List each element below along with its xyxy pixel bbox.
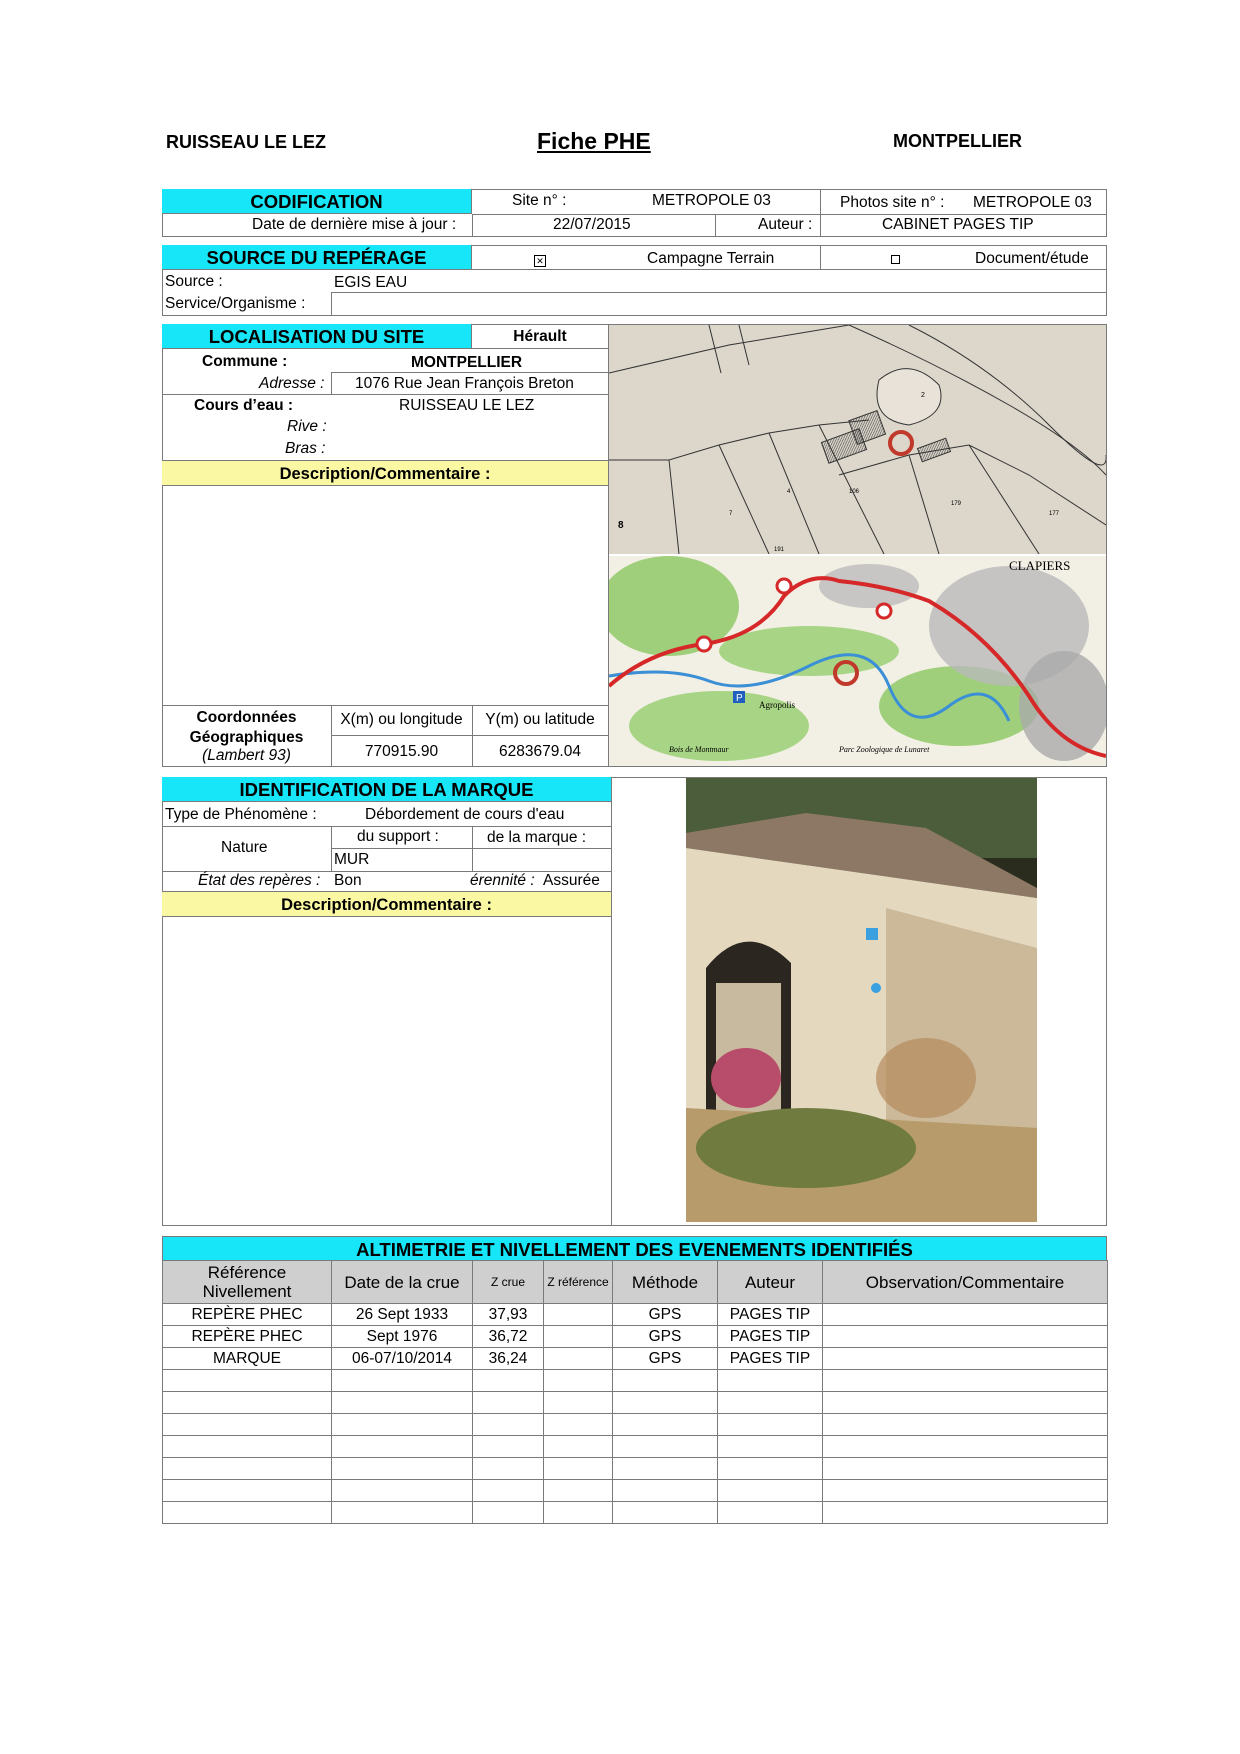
table-cell: [473, 1414, 544, 1436]
localisation-label: LOCALISATION DU SITE: [162, 324, 472, 349]
table-cell: [823, 1348, 1108, 1370]
y-coord-label: Y(m) ou latitude: [485, 711, 595, 728]
table-row: [163, 1480, 1108, 1502]
table-cell: [544, 1348, 613, 1370]
adresse-label: Adresse :: [259, 375, 325, 392]
svg-text:4: 4: [787, 489, 791, 495]
table-cell: [332, 1436, 473, 1458]
identification-description-label: Description/Commentaire :: [162, 891, 611, 917]
table-cell: 06-07/10/2014: [332, 1348, 473, 1370]
river-name: RUISSEAU LE LEZ: [166, 132, 327, 152]
table-cell: [718, 1458, 823, 1480]
table-cell: [163, 1502, 332, 1524]
commune-label: Commune :: [202, 353, 288, 370]
update-date-label: Date de dernière mise à jour :: [252, 216, 457, 233]
svg-text:Parc Zoologique de Lunaret: Parc Zoologique de Lunaret: [839, 745, 930, 754]
column-header: Date de la crue: [332, 1261, 473, 1304]
table-row: [163, 1304, 1108, 1326]
table-cell: [544, 1480, 613, 1502]
table-cell: [718, 1392, 823, 1414]
departement-value: Hérault: [472, 324, 608, 349]
topo-map: [609, 556, 1106, 766]
table-row: [163, 1502, 1108, 1524]
table-cell: [613, 1502, 718, 1524]
column-header: Méthode: [613, 1261, 718, 1304]
table-cell: [613, 1458, 718, 1480]
table-cell: [823, 1502, 1108, 1524]
support-label: du support :: [357, 828, 439, 845]
table-row: [163, 1392, 1108, 1414]
table-cell: [718, 1414, 823, 1436]
table-cell: [332, 1502, 473, 1524]
campagne-terrain-label: Campagne Terrain: [647, 250, 775, 267]
table-cell: [473, 1392, 544, 1414]
table-cell: [163, 1414, 332, 1436]
column-header: Z référence: [544, 1261, 613, 1304]
bras-label: Bras :: [285, 440, 326, 457]
table-cell: [163, 1436, 332, 1458]
author-label: Auteur :: [758, 216, 813, 233]
x-coord-label: X(m) ou longitude: [340, 711, 463, 728]
table-cell: [163, 1392, 332, 1414]
table-row: [163, 1436, 1108, 1458]
document-etude-label: Document/étude: [975, 250, 1089, 267]
etat-reperes-label: État des repères :: [198, 872, 321, 889]
table-cell: [823, 1436, 1108, 1458]
etat-reperes-value: Bon: [334, 872, 362, 889]
phenomene-label: Type de Phénomène :: [165, 806, 317, 823]
codification-label: CODIFICATION: [162, 189, 472, 214]
svg-text:Bois de Montmaur: Bois de Montmaur: [669, 745, 729, 754]
table-cell: [613, 1392, 718, 1414]
coord-label-2: Géographiques: [189, 729, 304, 746]
table-cell: Sept 1976: [332, 1326, 473, 1348]
table-row: [163, 1326, 1108, 1348]
table-cell: 36,72: [473, 1326, 544, 1348]
table-header-row: [163, 1261, 1108, 1304]
table-cell: MARQUE: [163, 1348, 332, 1370]
table-cell: PAGES TIP: [718, 1304, 823, 1326]
table-cell: 37,93: [473, 1304, 544, 1326]
table-cell: [544, 1326, 613, 1348]
table-cell: [823, 1304, 1108, 1326]
column-header: Auteur: [718, 1261, 823, 1304]
svg-text:CLAPIERS: CLAPIERS: [1009, 558, 1071, 573]
svg-text:177: 177: [1049, 511, 1060, 517]
table-cell: PAGES TIP: [718, 1326, 823, 1348]
cadastre-map: [609, 325, 1106, 554]
table-cell: [473, 1436, 544, 1458]
table-cell: 36,24: [473, 1348, 544, 1370]
table-cell: [718, 1502, 823, 1524]
table-cell: PAGES TIP: [718, 1348, 823, 1370]
rive-label: Rive :: [287, 418, 327, 435]
table-cell: [613, 1414, 718, 1436]
table-cell: REPÈRE PHEC: [163, 1326, 332, 1348]
table-row: [163, 1414, 1108, 1436]
cours-eau-label: Cours d’eau :: [194, 397, 294, 414]
svg-text:179: 179: [951, 501, 962, 507]
campagne-terrain-checkbox[interactable]: ✕: [534, 250, 546, 270]
adresse-value: 1076 Rue Jean François Breton: [355, 375, 574, 392]
altimetrie-label: ALTIMETRIE ET NIVELLEMENT DES EVENEMENTS IDENTIFIÉS: [162, 1236, 1107, 1261]
table-cell: [473, 1370, 544, 1392]
table-cell: [473, 1502, 544, 1524]
table-cell: [823, 1370, 1108, 1392]
table-cell: [544, 1458, 613, 1480]
table-cell: [332, 1370, 473, 1392]
table-cell: [332, 1392, 473, 1414]
city-name: MONTPELLIER: [893, 131, 1022, 151]
photos-number-label: Photos site n° :: [840, 194, 945, 211]
table-cell: [163, 1370, 332, 1392]
table-cell: [332, 1414, 473, 1436]
table-cell: [544, 1414, 613, 1436]
svg-text:7: 7: [729, 511, 733, 517]
svg-text:2: 2: [921, 392, 925, 399]
x-coord-value: 770915.90: [364, 743, 439, 760]
source-section-label: SOURCE DU REPÉRAGE: [162, 245, 472, 270]
table-cell: [544, 1304, 613, 1326]
table-cell: [823, 1392, 1108, 1414]
table-row: [163, 1348, 1108, 1370]
coord-label-3: (Lambert 93): [202, 747, 291, 764]
table-row: [163, 1458, 1108, 1480]
table-cell: [544, 1370, 613, 1392]
table-cell: GPS: [613, 1348, 718, 1370]
table-cell: [823, 1414, 1108, 1436]
localisation-description-label: Description/Commentaire :: [162, 460, 608, 486]
table-cell: 26 Sept 1933: [332, 1304, 473, 1326]
table-cell: REPÈRE PHEC: [163, 1304, 332, 1326]
svg-text:8: 8: [618, 520, 624, 531]
svg-text:P: P: [736, 693, 743, 704]
altimetrie-table: [162, 1260, 1108, 1524]
site-photo: [686, 778, 1037, 1222]
column-header: Observation/Commentaire: [823, 1261, 1108, 1304]
table-cell: [473, 1480, 544, 1502]
page-title: Fiche PHE: [537, 128, 651, 154]
marque-label: de la marque :: [487, 829, 587, 846]
table-cell: [544, 1502, 613, 1524]
nature-label: Nature: [221, 839, 268, 856]
table-cell: [163, 1480, 332, 1502]
coord-label-1: Coordonnées: [196, 709, 297, 726]
table-cell: [718, 1480, 823, 1502]
column-header: Z crue: [473, 1261, 544, 1304]
column-header: Référence Nivellement: [163, 1261, 332, 1304]
svg-text:Agropolis: Agropolis: [759, 700, 795, 710]
perennite-label: érennité :: [470, 872, 535, 889]
update-date-value: 22/07/2015: [553, 216, 631, 233]
service-label: Service/Organisme :: [165, 295, 306, 312]
support-value: MUR: [334, 851, 370, 868]
author-value: CABINET PAGES TIP: [882, 216, 1034, 233]
table-cell: [163, 1458, 332, 1480]
photos-number-value: METROPOLE 03: [973, 194, 1092, 211]
table-cell: [613, 1436, 718, 1458]
perennite-value: Assurée: [543, 872, 600, 889]
table-cell: [613, 1370, 718, 1392]
phenomene-value: Débordement de cours d'eau: [365, 806, 565, 823]
table-cell: [613, 1480, 718, 1502]
source-label: Source :: [165, 273, 223, 290]
document-etude-checkbox[interactable]: [891, 250, 900, 270]
svg-text:106: 106: [849, 489, 860, 495]
y-coord-value: 6283679.04: [499, 743, 581, 760]
table-cell: [544, 1436, 613, 1458]
commune-value: MONTPELLIER: [411, 354, 523, 371]
table-cell: [823, 1326, 1108, 1348]
site-number-value: METROPOLE 03: [652, 192, 771, 209]
table-cell: [544, 1392, 613, 1414]
table-row: [163, 1370, 1108, 1392]
identification-label: IDENTIFICATION DE LA MARQUE: [162, 777, 611, 802]
table-cell: [823, 1480, 1108, 1502]
cours-eau-value: RUISSEAU LE LEZ: [399, 397, 535, 414]
table-cell: [718, 1436, 823, 1458]
table-cell: [332, 1458, 473, 1480]
table-cell: GPS: [613, 1304, 718, 1326]
table-cell: [332, 1480, 473, 1502]
table-cell: [823, 1458, 1108, 1480]
svg-text:191: 191: [774, 547, 785, 553]
table-cell: GPS: [613, 1326, 718, 1348]
table-cell: [473, 1458, 544, 1480]
site-number-label: Site n° :: [512, 192, 567, 209]
source-value: EGIS EAU: [334, 274, 408, 291]
table-cell: [718, 1370, 823, 1392]
